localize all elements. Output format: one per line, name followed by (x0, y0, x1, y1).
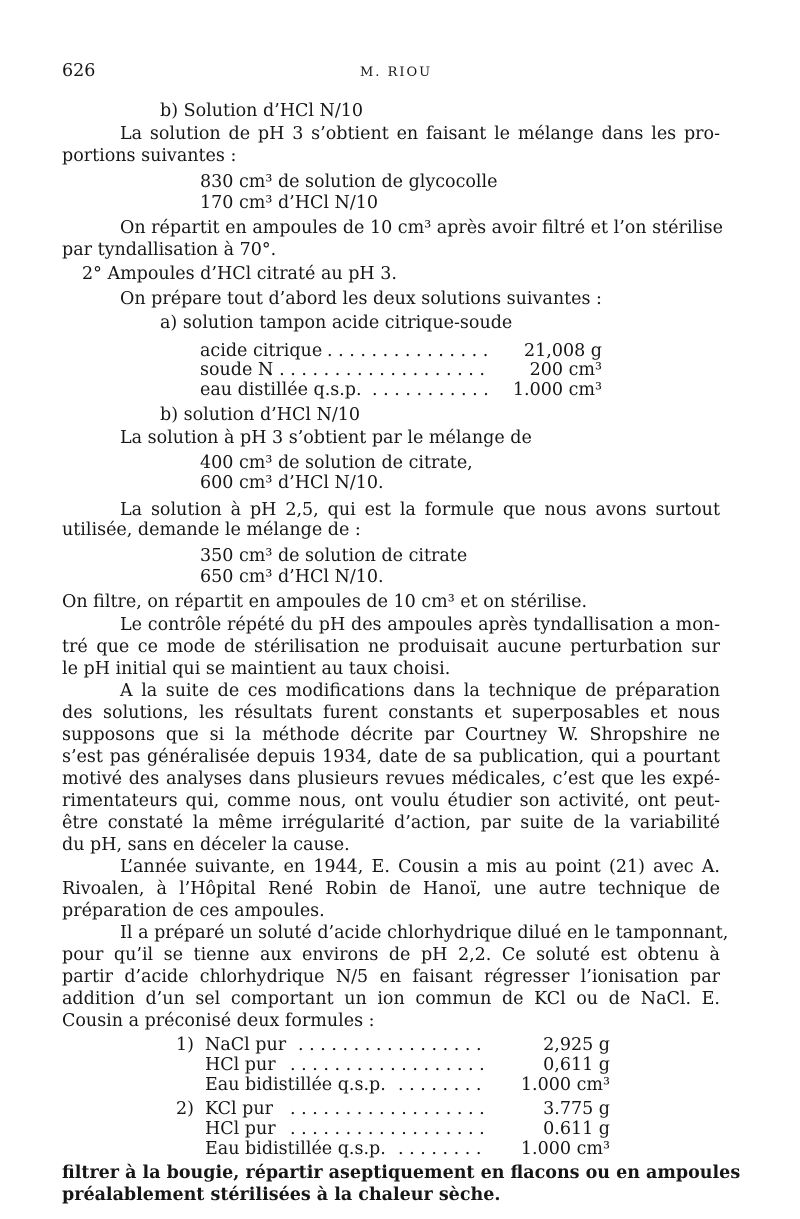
formula-number: 1) (176, 1035, 194, 1055)
paragraph-line: pour qu’il se tienne aux environs de pH 2,2. Ce soluté est obtenu à (62, 945, 720, 965)
paragraph-line: être constaté la même irrégularité d’action, par suite de la variabilité (62, 813, 720, 833)
formula-item-name: NaCl pur (205, 1035, 287, 1055)
paragraph-line: rimentateurs qui, comme nous, ont voulu étudier son activité, ont peut- (62, 791, 720, 811)
recipe-item-name: eau distillée q.s.p. (200, 380, 362, 400)
paragraph-line: On prépare tout d’abord les deux solutions suivantes : (120, 289, 602, 309)
formula-item-name: KCl pur (205, 1099, 273, 1119)
formula-item-name: Eau bidistillée q.s.p. (205, 1075, 386, 1095)
recipe-item-name: acide citrique (200, 341, 323, 361)
paragraph-line: filtrer à la bougie, répartir aseptiquement en flacons ou en ampoules (62, 1163, 741, 1183)
recipe-item-value: 200 cm³ (529, 360, 602, 380)
paragraph-line: motivé des analyses dans plusieurs revues médicales, c’est que les expé- (62, 769, 720, 789)
subsection-title-b2: b) solution d’HCl N/10 (160, 405, 361, 425)
paragraph-line: Rivoalen, à l’Hôpital René Robin de Hanoï, une autre technique de (62, 879, 720, 899)
formula-item-name: HCl pur (205, 1055, 276, 1075)
mixture-line: 170 cm³ d’HCl N/10 (200, 193, 378, 213)
paragraph-line: supposons que si la méthode décrite par Courtney W. Shropshire ne (62, 725, 720, 745)
leader-dots (268, 359, 487, 381)
paragraph-line: La solution de pH 3 s’obtient en faisant le mélange dans les pro- (120, 124, 720, 144)
leader-dots (398, 1074, 488, 1096)
leader-dots (290, 1054, 488, 1076)
paragraph-line: le pH initial qui se maintient au taux choisi. (62, 659, 451, 679)
paragraph-line: On filtre, on répartit en ampoules de 10 cm³ et on stérilise. (62, 592, 588, 612)
section-title-2: 2° Ampoules d’HCl citraté au pH 3. (82, 264, 397, 284)
paragraph-line: portions suivantes : (62, 146, 237, 166)
mixture-line: 650 cm³ d’HCl N/10. (200, 567, 384, 587)
paragraph-line: Le contrôle répété du pH des ampoules après tyndallisation a mon- (120, 615, 720, 635)
mixture-line: 400 cm³ de solution de citrate, (200, 453, 473, 473)
paragraph-line: Cousin a préconisé deux formules : (62, 1011, 375, 1031)
formula-item-value: 0.611 g (543, 1119, 610, 1139)
formula-item-value: 1.000 cm³ (520, 1139, 610, 1159)
formula-item-value: 3.775 g (543, 1099, 610, 1119)
formula-item-value: 1.000 cm³ (520, 1075, 610, 1095)
leader-dots (298, 1034, 488, 1056)
paragraph-line: utilisée, demande le mélange de : (62, 520, 361, 540)
paragraph-line: La solution à pH 3 s’obtient par le mélange de (120, 428, 532, 448)
mixture-line: 600 cm³ d’HCl N/10. (200, 473, 384, 493)
paragraph-line: La solution à pH 2,5, qui est la formule que nous avons surtout (120, 500, 720, 520)
recipe-item-name: soude N (200, 360, 274, 380)
paragraph-line: tré que ce mode de stérilisation ne produisait aucune perturbation sur (62, 637, 720, 657)
page-number: 626 (62, 61, 96, 81)
mixture-line: 830 cm³ de solution de glycocolle (200, 172, 498, 192)
leader-dots (290, 1098, 488, 1120)
formula-item-value: 2,925 g (543, 1035, 610, 1055)
leader-dots (290, 1118, 488, 1140)
paragraph-line: On répartit en ampoules de 10 cm³ après avoir filtré et l’on stérilise (120, 218, 723, 238)
paragraph-line: du pH, sans en déceler la cause. (62, 835, 350, 855)
leader-dots (372, 379, 487, 401)
mixture-line: 350 cm³ de solution de citrate (200, 546, 468, 566)
formula-number: 2) (176, 1099, 194, 1119)
recipe-item-value: 21,008 g (524, 341, 602, 361)
subsection-title-b: b) Solution d’HCl N/10 (160, 101, 364, 121)
subsection-title-a: a) solution tampon acide citrique-soude (160, 313, 513, 333)
paragraph-line: s’est pas généralisée depuis 1934, date de sa publication, qui a pourtant (62, 747, 720, 767)
paragraph-line: des solutions, les résultats furent constants et superposables et nous (62, 703, 720, 723)
formula-item-value: 0,611 g (543, 1055, 610, 1075)
formula-item-name: HCl pur (205, 1119, 276, 1139)
paragraph-line: préparation de ces ampoules. (62, 901, 325, 921)
paragraph-line: préalablement stérilisées à la chaleur sèche. (62, 1185, 501, 1205)
leader-dots (398, 1138, 488, 1160)
paragraph-line: L’année suivante, en 1944, E. Cousin a mis au point (21) avec A. (120, 857, 720, 877)
paragraph-line: par tyndallisation à 70°. (62, 240, 277, 260)
paragraph-line: partir d’acide chlorhydrique N/5 en faisant régresser l’ionisation par (62, 967, 720, 987)
paragraph-line: Il a préparé un soluté d’acide chlorhydrique dilué en le tamponnant, (120, 923, 729, 943)
formula-item-name: Eau bidistillée q.s.p. (205, 1139, 386, 1159)
paragraph-line: A la suite de ces modifications dans la technique de préparation (120, 681, 720, 701)
running-head: M. RIOU (360, 65, 433, 80)
recipe-item-value: 1.000 cm³ (512, 380, 602, 400)
paragraph-line: addition d’un sel comportant un ion commun de KCl ou de NaCl. E. (62, 989, 720, 1009)
